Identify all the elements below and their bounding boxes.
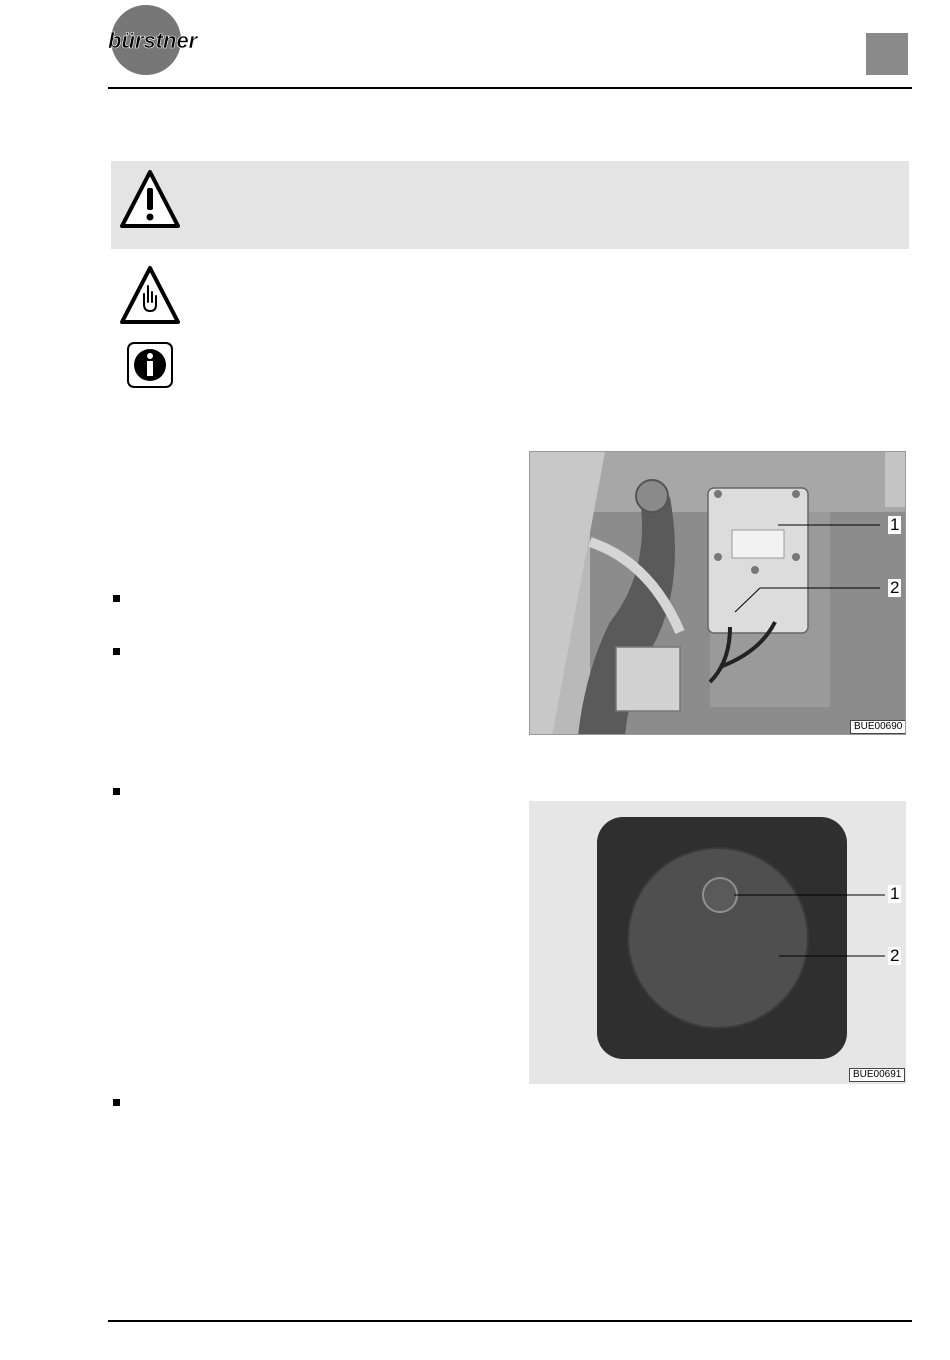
chapter-tab-marker xyxy=(866,33,908,75)
figure-2-id: BUE00691 xyxy=(849,1068,905,1082)
bullet-4 xyxy=(113,1099,120,1106)
warning-triangle-icon xyxy=(119,168,181,230)
control-switch-illustration xyxy=(529,801,906,1084)
burstner-logo xyxy=(108,4,232,76)
brand-wordmark: bürstner xyxy=(108,28,198,53)
header-rule xyxy=(108,87,912,89)
bullet-1 xyxy=(113,595,120,602)
footer-rule xyxy=(108,1320,912,1322)
figure-heater-installation xyxy=(529,451,906,735)
figure-1-callout-1: 1 xyxy=(890,515,900,534)
bullet-3 xyxy=(113,788,120,795)
figure-1-callout-2: 2 xyxy=(890,578,900,597)
info-icon xyxy=(126,341,174,389)
figure-1-id: BUE00690 xyxy=(850,720,906,734)
bullet-2 xyxy=(113,648,120,655)
caution-hand-icon xyxy=(119,264,181,326)
figure-2-callout-1: 1 xyxy=(890,884,900,903)
figure-control-switch xyxy=(529,801,906,1084)
figure-2-callout-2: 2 xyxy=(890,946,900,965)
heater-photo-illustration xyxy=(530,452,906,735)
warning-box xyxy=(111,161,909,249)
